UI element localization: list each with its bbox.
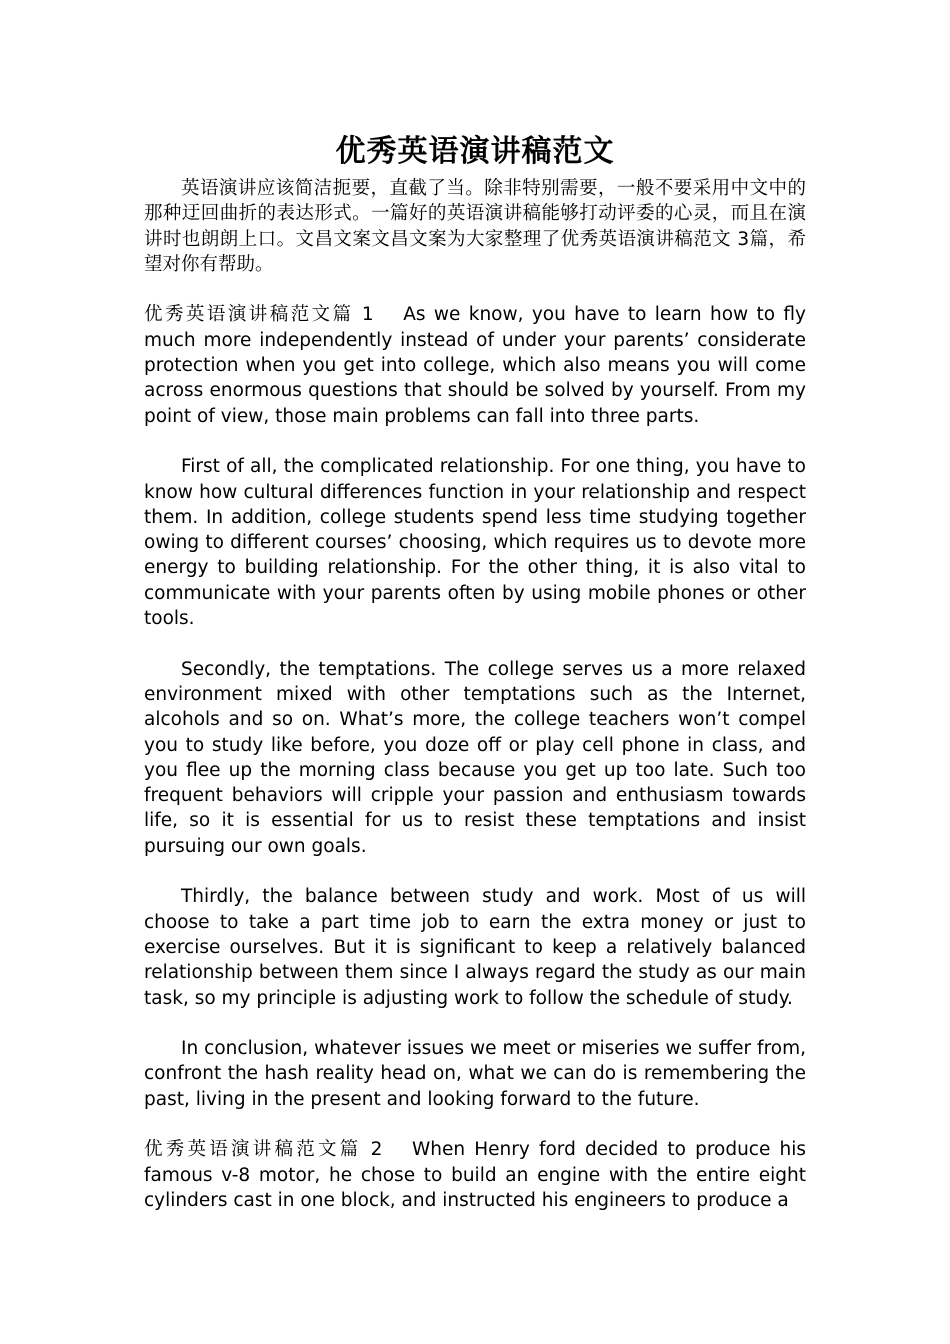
- paragraph-spacer: [144, 859, 806, 884]
- intro-paragraph: 英语演讲应该简洁扼要，直截了当。除非特别需要，一般不要采用中文中的那种迂回曲折的表达形式。一篇好的英语演讲稿能够打动评委的心灵，而且在演讲时也朗朗上口。文昌文案文昌文案为大家整理了优秀英语演讲稿范文 3篇，希望对你有帮助。: [144, 178, 806, 275]
- section-2-opening-paragraph: [144, 1137, 806, 1213]
- section-1-opening-text: As we know, you have to learn how to fly much more independently instead of under your parents’ considerate protection when you get into college, which also means you will come across enormous questions that should be solved by yourself. From my point of view, those main problems can fall into three parts.: [144, 304, 807, 427]
- section-1-opening-paragraph: [144, 302, 806, 428]
- paragraph-spacer: [144, 1011, 806, 1036]
- section-1-paragraph-balance: Thirdly, the balance between study and work. Most of us will choose to take a part time job to earn the extra money or just to exercise ourselves. But it is significant to keep a relatively balanced relationship between them since I always regard the study as our main task, so my principle is adjusting work to follow the schedule of study.: [144, 886, 806, 1009]
- paragraph-spacer: [144, 631, 806, 656]
- document-body: [144, 128, 806, 1213]
- section-1-heading: 优秀英语演讲稿范文篇 1: [144, 304, 374, 326]
- section-1-paragraph-conclusion: In conclusion, whatever issues we meet or miseries we suffer from, confront the hash reality head on, what we can do is remembering the past, living in the present and looking forward to the future.: [144, 1038, 806, 1110]
- paragraph-spacer: [144, 429, 806, 454]
- section-2-heading: 优秀英语演讲稿范文篇 2: [144, 1139, 383, 1161]
- paragraph-spacer: [144, 1112, 806, 1137]
- section-1-paragraph-temptations: Secondly, the temptations. The college serves us a more relaxed environment mixed with other temptations such as the Internet, alcohols and so on. What’s more, the college teachers won’t compel you to study like before, you doze off or play cell phone in class, and you flee up the morning class because you get up too late. Such too frequent behaviors will cripple your passion and enthusiasm towards life, so it is essential for us to resist these temptations and insist pursuing our own goals.: [144, 658, 806, 857]
- section-1-paragraph-relationship: First of all, the complicated relationship. For one thing, you have to know how cultural differences function in your relationship and respect them. In addition, college students spend less time studying together owing to different courses’ choosing, which requires us to devote more energy to building relationship. For the other thing, it is also vital to communicate with your parents often by using mobile phones or other tools.: [144, 456, 806, 630]
- document-title: 优秀英语演讲稿范文: [335, 134, 615, 169]
- section-2-opening-text: When Henry ford decided to produce his famous v-8 motor, he chose to build an engine with the entire eight cylinders cast in one block, and instructed his engineers to produce a: [144, 1139, 806, 1211]
- paragraph-spacer: [144, 277, 806, 302]
